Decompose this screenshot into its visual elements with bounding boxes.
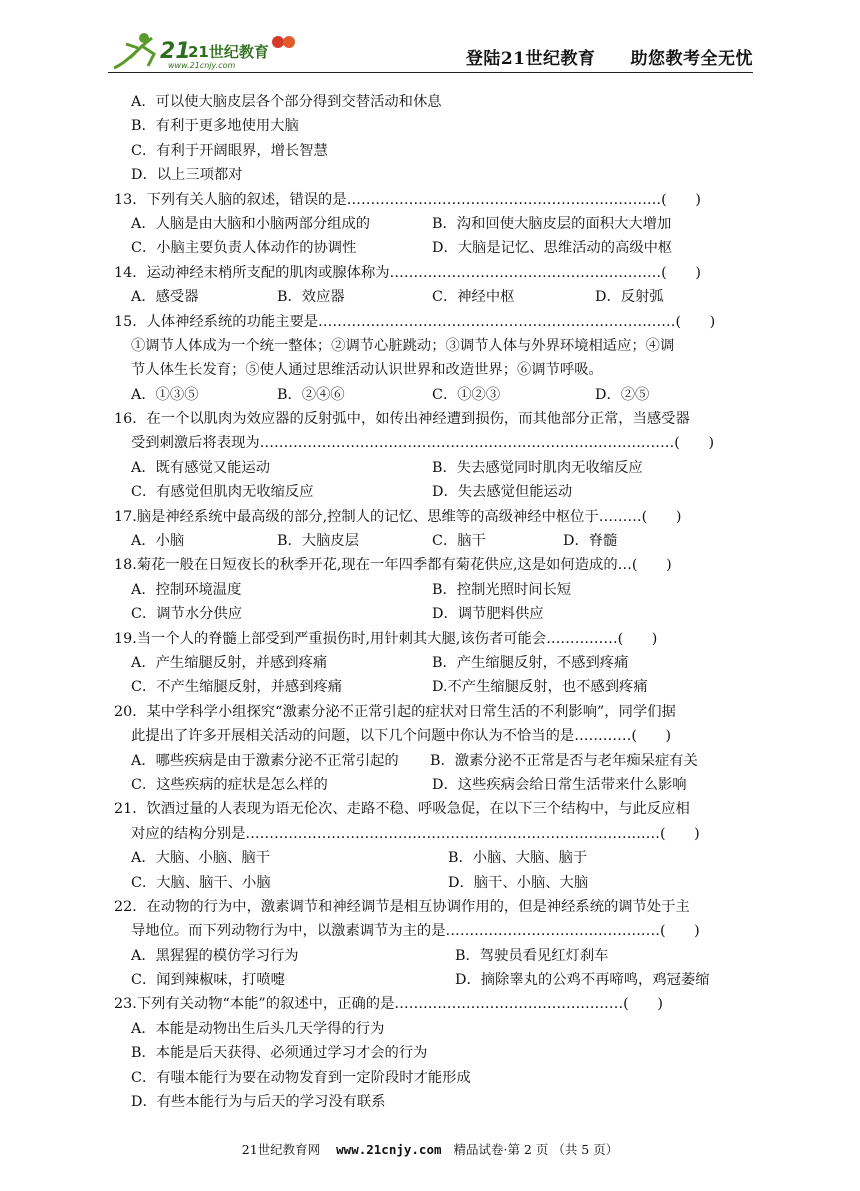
- q12-option-c: C．有利于开阔眼界，增长智慧: [131, 142, 328, 159]
- footer-site: 21世纪教育网: [241, 1142, 321, 1157]
- q19-options-row2: [114, 675, 760, 699]
- q19-option-b: B．产生缩腿反射，不感到疼痛: [432, 654, 629, 671]
- q13-options-row1: [114, 212, 760, 236]
- q16-stem: 16．在一个以肌肉为效应器的反射弧中，如传出神经遭到损伤，而其他部分正常，当感受器: [114, 411, 690, 428]
- q21-option-b: B．小脑、大脑、脑于: [448, 850, 588, 867]
- q19-option-a: A．产生缩腿反射，并感到疼痛: [131, 654, 328, 671]
- q13-options-row2: [114, 236, 760, 260]
- q16-option-a: A．既有感觉又能运动: [131, 459, 270, 476]
- q21-line2: 对应的结构分别是……………………………………………………………………………( ): [131, 825, 700, 842]
- q22-option-c: C．闻到辣椒味，打喷嚏: [131, 972, 285, 989]
- page-footer: [0, 1140, 860, 1158]
- q19-options-row1: [114, 651, 760, 675]
- q13-option-a: A．人脑是由大脑和小脑两部分组成的: [131, 215, 371, 232]
- q15-options-row: [114, 383, 760, 407]
- q19-stem: 19.当一个人的脊髓上部受到严重损伤时,用针刺其大腿,该伤者可能会……………( ): [114, 630, 658, 647]
- q20-options-row1: [114, 749, 760, 773]
- q15-option-d: D．②⑤: [595, 386, 650, 403]
- q23-option-d: D．有些本能行为与后天的学习没有联系: [131, 1094, 386, 1111]
- logo-text: 21世纪教育: [188, 43, 269, 61]
- q15-option-b: B．②④⑥: [277, 386, 345, 403]
- q23-option-c: C．有嗤本能行为要在动物发育到一定阶段时才能形成: [131, 1069, 471, 1086]
- q20-options-row2: [114, 773, 760, 797]
- q20-stem: 20．某中学科学小组探究“激素分泌不正常引起的症状对日常生活的不利影响”，同学们据: [114, 703, 676, 720]
- q19-option-c: C．不产生缩腿反射，并感到疼痛: [131, 679, 343, 696]
- logo-21cnjy: [108, 28, 308, 72]
- q18-option-b: B．控制光照时间长短: [432, 581, 572, 598]
- q22-options-row2: [114, 968, 760, 992]
- q12-option-d: D．以上三项都对: [131, 167, 243, 184]
- q15-option-a: A．①③⑤: [131, 386, 199, 403]
- q14-options-row: [114, 285, 760, 309]
- q14-option-c: C．神经中枢: [432, 289, 515, 306]
- q19-option-d: D.不产生缩腿反射，也不感到疼痛: [432, 679, 648, 696]
- q21-option-c: C．大脑、脑干、小脑: [131, 874, 271, 891]
- q20-option-c: C．这些疾病的症状是怎么样的: [131, 776, 328, 793]
- q17-stem: 17.脑是神经系统中最高级的部分,控制人的记忆、思维等的高级神经中枢位于………( ): [114, 508, 682, 525]
- q18-options-row1: [114, 578, 760, 602]
- q14-option-b: B．效应器: [277, 289, 345, 306]
- q13-option-c: C．小脑主要负责人体动作的协调性: [131, 240, 357, 257]
- header-slogan: 登陆21世纪教育 助您教考全无忧: [465, 49, 753, 69]
- q15-option-c: C．①②③: [432, 386, 501, 403]
- q15-stem: 15．人体神经系统的功能主要是…………………………………………………………………( ): [114, 313, 716, 330]
- q20-line2: 此提出了许多开展相关活动的问题，以下几个问题中你认为不恰当的是…………( ): [131, 728, 672, 745]
- svg-text:21: 21: [160, 39, 191, 64]
- q20-option-b: B．激素分泌不正常是否与老年痴呆症有关: [430, 752, 698, 769]
- page-header: [108, 28, 753, 73]
- q14-stem: 14．运动神经末梢所支配的肌肉或腺体称为…………………………………………………( ): [114, 264, 701, 281]
- footer-url[interactable]: www.21cnjy.com: [336, 1142, 442, 1157]
- q13-option-b: B．沟和回使大脑皮层的面积大大增加: [432, 215, 672, 232]
- q13-option-d: D．大脑是记忆、思维活动的高级中枢: [432, 240, 673, 257]
- q16-option-c: C．有感觉但肌肉无收缩反应: [131, 484, 314, 501]
- q17-option-d: D．脊髓: [563, 533, 618, 550]
- q18-options-row2: [114, 602, 760, 626]
- q14-option-d: D．反射弧: [595, 289, 664, 306]
- q12-option-a: A．可以使大脑皮层各个部分得到交替活动和休息: [131, 94, 442, 110]
- q17-option-b: B．大脑皮层: [277, 533, 359, 550]
- q17-options-row: [114, 529, 760, 553]
- q17-option-c: C．脑干: [432, 533, 486, 550]
- q16-option-d: D．失去感觉但能运动: [432, 484, 573, 501]
- q16-options-row1: [114, 456, 760, 480]
- q22-line2: 导地位。而下列动物行为中，以激素调节为主的是………………………………………( ): [131, 923, 700, 940]
- q16-options-row2: [114, 480, 760, 504]
- q23-option-b: B．本能是后天获得、必须通过学习才会的行为: [131, 1045, 428, 1062]
- q21-option-a: A．大脑、小脑、脑干: [131, 850, 270, 867]
- q18-stem: 18.菊花一般在日短夜长的秋季开花,现在一年四季都有菊花供应,这是如何造成的…( ): [114, 557, 672, 574]
- q14-option-a: A．感受器: [131, 289, 199, 306]
- q21-option-d: D．脑干、小脑、大脑: [448, 874, 589, 891]
- q21-options-row2: [114, 871, 760, 895]
- q22-option-b: B．驾驶员看见红灯刹车: [455, 947, 609, 964]
- q23-option-a: A．本能是动物出生后头几天学得的行为: [131, 1020, 385, 1037]
- q18-option-a: A．控制环境温度: [131, 581, 242, 598]
- q22-options-row1: [114, 944, 760, 968]
- q20-option-a: A．哪些疾病是由于激素分泌不正常引起的: [131, 752, 399, 769]
- q15-line2: ①调节人体成为一个统一整体；②调节心脏跳动；③调节人体与外界环境相适应；④调: [131, 337, 675, 354]
- q21-stem: 21．饮酒过量的人表现为语无伦次、走路不稳、呼吸急促，在以下三个结构中，与此反应相: [114, 801, 690, 818]
- logo-url: www.21cnjy.com: [168, 61, 236, 70]
- q23-stem: 23.下列有关动物“本能”的叙述中，正确的是…………………………………………( ): [114, 996, 663, 1013]
- q20-option-d: D．这些疾病会给日常生活带来什么影响: [432, 776, 687, 793]
- q18-option-c: C．调节水分供应: [131, 606, 243, 623]
- q16-option-b: B．失去感觉同时肌肉无收缩反应: [432, 459, 643, 476]
- q21-options-row1: [114, 846, 760, 870]
- question-list: [114, 90, 760, 1114]
- q18-option-d: D．调节肥料供应: [432, 606, 544, 623]
- q22-option-d: D．摘除睾丸的公鸡不再啼鸣，鸡冠萎缩: [455, 972, 710, 989]
- q12-option-b: B．有利于更多地使用大脑: [131, 118, 299, 135]
- footer-page-info: 精品试卷·第 2 页 （共 5 页）: [453, 1142, 619, 1157]
- q17-option-a: A．小脑: [131, 533, 185, 550]
- q13-stem: 13．下列有关人脑的叙述，错误的是…………………………………………………………( ): [114, 191, 701, 208]
- q16-line2: 受到刺激后将表现为……………………………………………………………………………( ): [131, 435, 715, 452]
- q22-option-a: A．黑猩猩的模仿学习行为: [131, 947, 299, 964]
- q15-line3: 节人体生长发育；⑤使人通过思维活动认识世界和改造世界；⑥调节呼吸。: [131, 362, 603, 379]
- q22-stem: 22．在动物的行为中，激素调节和神经调节是相互协调作用的，但是神经系统的调节处于主: [114, 898, 690, 915]
